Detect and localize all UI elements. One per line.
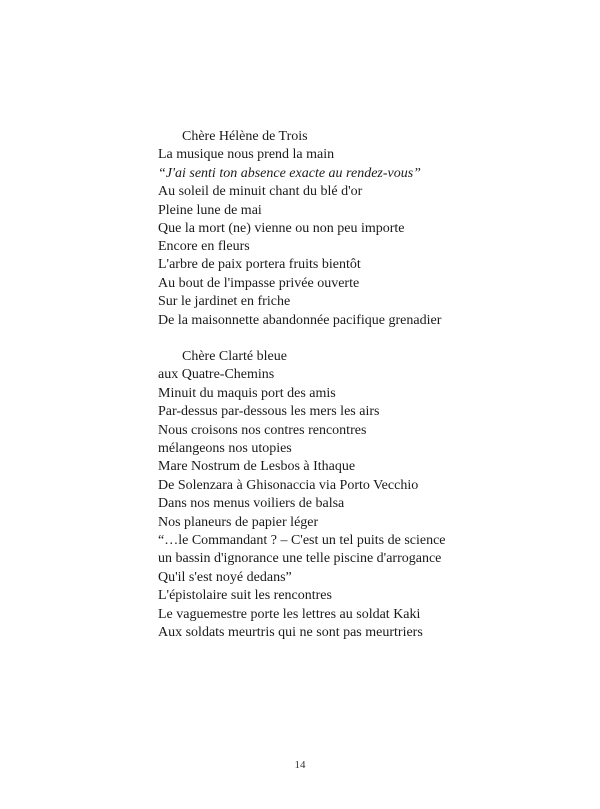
poem-line: De Solenzara à Ghisonaccia via Porto Vecchio: [158, 477, 419, 493]
poem-line: Sur le jardinet en friche: [158, 294, 291, 310]
page-number: 14: [294, 759, 306, 771]
poem-line: mélangeons nos utopies: [158, 441, 292, 457]
poem-line: Encore en fleurs: [158, 239, 250, 254]
poem-line: aux Quatre-Chemins: [158, 367, 275, 383]
poem-stanza-3: [158, 348, 446, 643]
poem-line: Pleine lune de mai: [158, 202, 262, 218]
poem-line: De la maisonnette abandonnée pacifique grenadier: [158, 312, 442, 328]
poem-line: La musique nous prend la main: [158, 147, 335, 163]
poem-line: L'épistolaire suit les rencontres: [158, 588, 332, 604]
poem-line-salutation: Chère Hélène de Trois: [182, 129, 308, 144]
poem-line: Par-dessus par-dessous les mers les airs: [158, 404, 380, 420]
poem-line: Que la mort (ne) vienne ou non peu importe: [158, 221, 405, 237]
poem-line: Aux soldats meurtris qui ne sont pas meurtriers: [158, 625, 423, 641]
poem-line: Mare Nostrum de Lesbos à Ithaque: [158, 459, 356, 475]
poem-line: Qu'il s'est noyé dedans”: [158, 569, 292, 585]
poem-line: Nos planeurs de papier léger: [158, 514, 319, 530]
poem-line: Le vaguemestre porte les lettres au soldat Kaki: [158, 606, 421, 622]
poem-line: Au bout de l'impasse privée ouverte: [158, 275, 360, 291]
poem-line: Nous croisons nos contres rencontres: [158, 422, 367, 438]
poem-line: L'arbre de paix portera fruits bientôt: [158, 257, 361, 273]
poem-line: Au soleil de minuit chant du blé d'or: [158, 184, 363, 200]
poem-line: “…le Commandant ? – C'est un tel puits de science: [158, 533, 446, 549]
poem-stanza-1: [158, 128, 421, 238]
poem-line: Dans nos menus voiliers de balsa: [158, 496, 345, 512]
poem-line: Minuit du maquis port des amis: [158, 385, 336, 401]
poem-stanza-2: [158, 238, 441, 330]
poem-line: un bassin d'ignorance une telle piscine d'arrogance: [158, 551, 442, 567]
poem-line-salutation: Chère Clarté bleue: [182, 349, 287, 364]
poem-line-quote: “J'ai senti ton absence exacte au rendez-vous”: [158, 165, 421, 181]
